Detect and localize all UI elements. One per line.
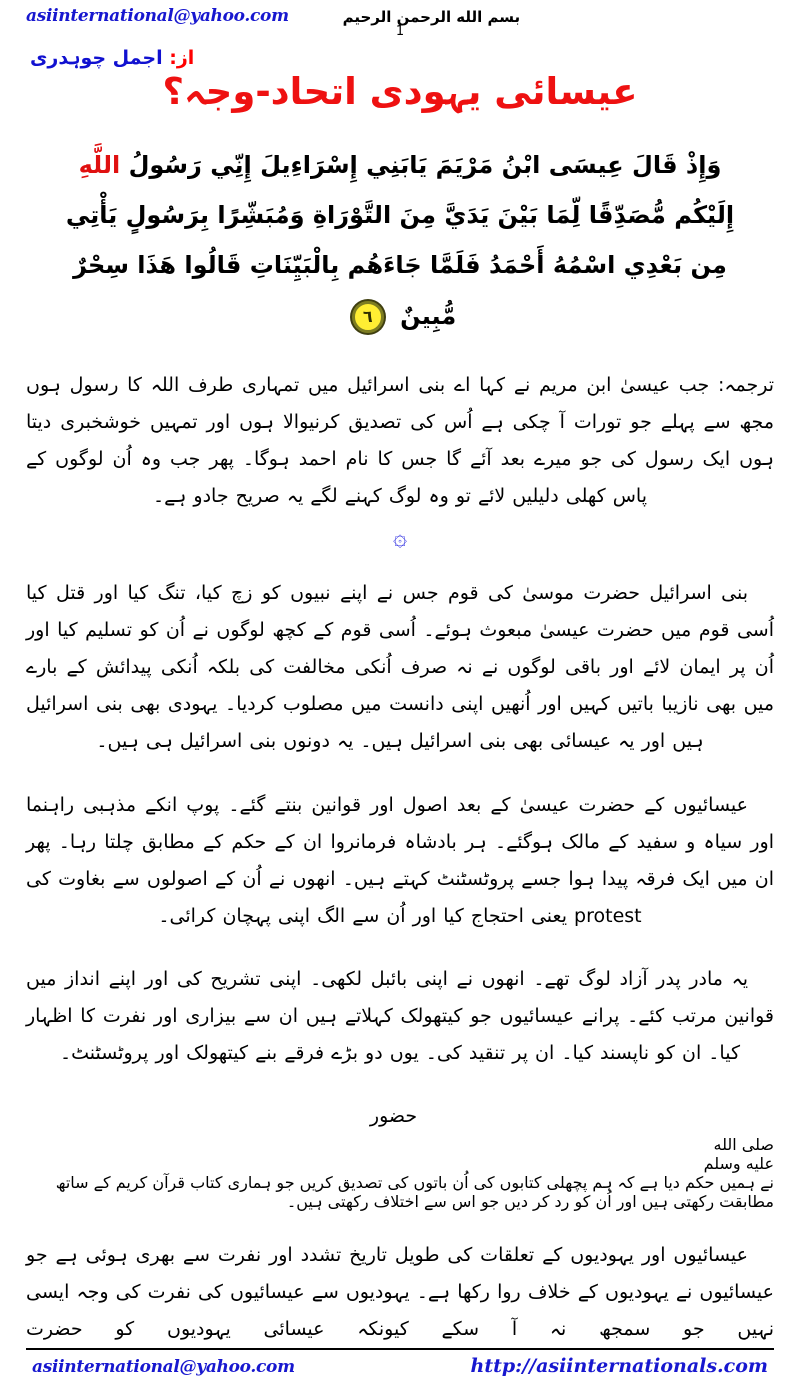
header-email-link[interactable]: asiinternational@yahoo.com xyxy=(26,6,289,26)
paragraph-bani-israil: بنی اسرائیل حضرت موسیٰ کی قوم جس نے اپنے نبیوں کو زچ کیا، تنگ کیا اور قتل کیا اُسی قوم میں حضرت عیسیٰ مبعوث ہوئے۔ اُسی قوم کے کچھ لوگوں نے اُن کو تسلیم کیا اور اُن پر ایمان لائے اور باقی لوگوں نے نہ صرف اُنکی مخالفت کی بلکہ اُنکی پیدائش کے بارے میں بھی نازیبا باتیں کہیں اور اُنھیں اپنی دانست میں مصلوب کردیا۔ یہودی بھی بنی اسرائیل ہیں اور یہ عیسائی بھی بنی اسرائیل ہیں۔ یہ دونوں بنی اسرائیل ہی ہیں۔ xyxy=(26,582,774,753)
quran-verse xyxy=(26,140,774,342)
star-ornament-icon: ۞ xyxy=(392,523,408,552)
paragraph-translation: ترجمہ: جب عیسیٰ ابن مریم نے کہا اے بنی اسرائیل میں تمہاری طرف اللہ کا رسول ہوں مجھ سے پہلے جو تورات آ چکی ہے اُس کی تصدیق کرنیوالا ہوں اور تمہیں خوشخبری دیتا ہوں ایک رسول کی جو میرے بعد آئے گا جس کا نام احمد ہوگا۔ پھر جب وہ اُن لوگوں کے پاس کھلی دلیلیں لائے تو وہ لوگ کہنے لگے یہ صریح جادو ہے۔ xyxy=(26,374,774,508)
paragraph-relations: عیسائیوں اور یہودیوں کے تعلقات کی طویل تاریخ تشدد اور نفرت سے بھری ہوئی ہے جو عیسائیوں نے یہودیوں کے خلاف روا رکھا ہے۔ یہودیوں سے عیسائیوں کی نفرت کی وجہ ایسی نہیں جو سمجھ نہ آ سکے کیونکہ عیسائی یہودیوں کو حضرت xyxy=(26,1243,774,1340)
page-title: عیسائی یہودی اتحاد-وجہ؟ xyxy=(162,70,638,113)
byline-author-name: اجمل چوہدری xyxy=(30,47,163,69)
byline-prefix: از: xyxy=(169,47,195,69)
verse-allah-word: اللَّهِ xyxy=(78,150,121,179)
page-footer xyxy=(26,1348,774,1377)
page-number: 1 xyxy=(395,24,405,39)
paragraph-huzoor-command xyxy=(26,1098,774,1135)
seal-line-2: عليه وسلم xyxy=(703,1153,774,1173)
page-header xyxy=(26,6,774,26)
verse-text-after-allah: إِلَيْكُم مُّصَدِّقًا لِّمَا بَيْنَ يَدَيَّ مِنَ التَّوْرَاةِ وَمُبَشِّرًا بِرَسُولٍ يَأْتِي مِن بَعْدِي اسْمُهُ أَحْمَدُ فَلَمَّا جَاءَهُم بِالْبَيِّنَاتِ قَالُوا هَذَا سِحْرٌ مُّبِينٌ xyxy=(65,200,735,330)
ayah-number: ٦ xyxy=(362,306,373,326)
ayah-number-medallion xyxy=(352,301,384,333)
footer-website-link[interactable]: http://asiinternationals.com xyxy=(470,1355,768,1377)
paragraph-protestants: یہ مادر پدر آزاد لوگ تھے۔ انھوں نے اپنی بائبل لکھی۔ اپنی تشریح کی اور اپنے انداز میں قوانین مرتب کئے۔ پرانے عیسائیوں جو کیتھولک کہلاتے ہیں ان سے بیزاری اور نفرت کا اظہار کیا۔ ان کو ناپسند کیا۔ ان پر تنقید کی۔ یوں دو بڑے فرقے بنے کیتھولک اور پروٹسٹنٹ۔ xyxy=(26,967,774,1064)
footer-email-link[interactable]: asiinternational@yahoo.com xyxy=(32,1357,295,1377)
paragraph-christians-rules: عیسائیوں کے حضرت عیسیٰ کے بعد اصول اور قوانین بنتے گئے۔ پوپ انکے مذہبی راہنما اور سیاہ و سفید کے مالک ہوگئے۔ ہر بادشاہ فرمانروا ان کے حکم کے مطابق چلتا رہا۔ پھر ان میں ایک فرقہ پیدا ہوا جسے پروٹسٹنٹ کہتے ہیں۔ انھوں نے اُن کے اصولوں سے بغاوت کی protest یعنی احتجاج کیا اور اُن سے الگ اپنی پہچان کرائی۔ xyxy=(26,793,774,927)
huzoor-text-after: نے ہمیں حکم دیا ہے کہ ہم پچھلی کتابوں کی اُن باتوں کی تصدیق کریں جو ہماری کتاب قرآن کریم کے ساتھ مطابقت رکھتی ہیں اور اُن کو رد کر دیں جو اس سے اختلاف رکھتی ہیں۔ xyxy=(55,1172,774,1211)
bismillah-text: بسم الله الرحمن الرحيم xyxy=(342,8,521,26)
huzoor-text-before: حضور xyxy=(369,1104,418,1127)
verse-text-before-allah: وَإِذْ قَالَ عِيسَى ابْنُ مَرْيَمَ يَابَنِي إِسْرَاءِيلَ إِنِّي رَسُولُ xyxy=(128,150,722,179)
seal-line-1: صلى الله xyxy=(713,1134,774,1154)
byline xyxy=(26,47,774,69)
